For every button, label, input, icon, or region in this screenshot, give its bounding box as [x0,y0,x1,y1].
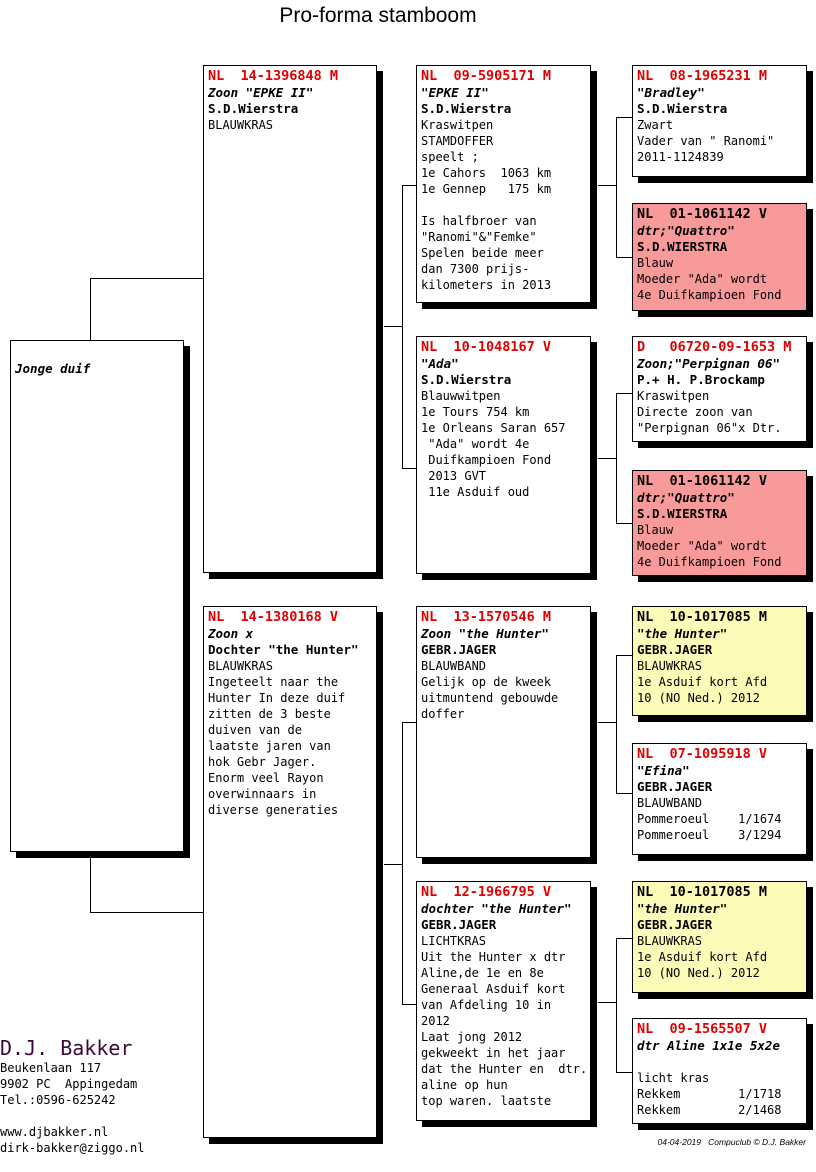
connector [90,278,91,340]
info-line: "Ranomi"&"Femke" [421,230,537,244]
info-line: kilometers in 2013 [421,278,552,292]
info-line: 1e Cahors 1063 km [421,166,552,180]
info-line: gekweekt in het jaar [421,1046,566,1060]
ring-number: NL 10-1017085 M [637,609,768,625]
info-line: BLAUWKRAS [208,659,274,673]
connector [598,458,616,459]
pigeon-name: dochter "the Hunter" [421,901,572,916]
pigeon-card-dds[interactable] [632,881,807,993]
connector [90,912,204,913]
blank-line [421,197,586,213]
pigeon-name: Zoon;"Perpignan 06" [637,356,780,371]
info-line: Aline,de 1e en 8e [421,966,544,980]
connector [598,185,616,186]
info-line: 1e Asduif kort Afd [637,675,768,689]
ring-number: NL 08-1965231 M [637,68,768,84]
info-line: Blauw [637,523,674,537]
info-line: Enorm veel Rayon [208,771,324,785]
info-line: Kraswitpen [421,118,494,132]
info-line: 10 (NO Ned.) 2012 [637,966,760,980]
ring-number: NL 09-1565507 V [637,1021,768,1037]
info-line: 11e Asduif oud [421,485,530,499]
info-line: doffer [421,707,465,721]
pigeon-name: "Ada" [421,356,459,371]
pigeon-name: dtr;"Quattro" [637,223,735,238]
info-line: Laat jong 2012 [421,1030,523,1044]
ring-number: NL 09-5905171 M [421,68,552,84]
pigeon-card-dsd[interactable] [632,743,807,855]
ring-number: NL 01-1061142 V [637,473,768,489]
info-line: "Ada" wordt 4e [421,437,530,451]
ring-number: NL 01-1061142 V [637,206,768,222]
pigeon-card-dam-dam[interactable] [416,881,591,1121]
info-line: speelt ; [421,150,479,164]
connector [616,938,617,1072]
info-line: Spelen beide meer [421,246,544,260]
breeder-postal: 9902 PC Appingedam [0,1077,138,1091]
pigeon-card-sds[interactable] [632,336,807,442]
pigeon-card-sss[interactable] [632,65,807,177]
pigeon-card-dam[interactable] [203,606,377,1138]
connector [598,722,616,723]
info-line: van Afdeling 10 in [421,998,552,1012]
info-line: aline op hun [421,1078,508,1092]
connector [616,793,633,794]
breeder-name: D.J. Bakker [0,1036,133,1060]
info-line: 2013 GVT [421,469,487,483]
breeder-website[interactable]: www.djbakker.nl [0,1125,109,1139]
pigeon-owner: P.+ H. P.Brockamp [637,372,765,387]
pigeon-card-sire-dam[interactable] [416,336,591,574]
info-line: STAMDOFFER [421,134,494,148]
info-line: 1e Gennep 175 km [421,182,552,196]
connector [616,257,633,258]
pigeon-name: Zoon x [208,626,254,641]
ring-number: NL 12-1966795 V [421,884,552,900]
pigeon-name: "the Hunter" [637,626,728,641]
info-line: BLAUWBAND [421,659,487,673]
breeder-phone: Tel.:0596-625242 [0,1093,116,1107]
connector [616,523,633,524]
info-line: 4e Duifkampioen Fond [637,288,782,302]
connector [402,722,403,1004]
info-line: dan 7300 prijs- [421,262,530,276]
info-line: 10 (NO Ned.) 2012 [637,691,760,705]
pigeon-name: dtr;"Quattro" [637,490,735,505]
page-title: Pro-forma stamboom [279,4,477,27]
breeder-email[interactable]: dirk-bakker@ziggo.nl [0,1141,145,1155]
pigeon-card-dam-sire[interactable] [416,606,591,858]
info-line: licht kras [637,1071,710,1085]
info-line: duiven van de [208,723,302,737]
pigeon-owner: GEBR.JAGER [421,917,497,932]
pigeon-card-ddd[interactable] [632,1018,807,1124]
connector [616,938,633,939]
info-line: Moeder "Ada" wordt [637,272,768,286]
pigeon-owner: GEBR.JAGER [637,917,713,932]
connector [616,655,633,656]
pigeon-card-sire[interactable] [203,65,377,573]
pigeon-owner: Dochter "the Hunter" [208,642,359,657]
pigeon-name: dtr Aline 1x1e 5x2e [637,1038,780,1053]
pigeon-owner: S.D.Wierstra [421,372,512,387]
connector [402,1004,417,1005]
connector [384,864,402,865]
ring-number: NL 10-1017085 M [637,884,768,900]
pigeon-owner: GEBR.JAGER [637,642,713,657]
info-line: Kraswitpen [637,389,710,403]
connector [616,393,617,523]
info-line: dat the Hunter en dtr. [421,1062,588,1076]
info-line: "Perpignan 06"x Dtr. [637,421,782,435]
info-line: Rekkem 2/1468 [637,1103,782,1117]
pigeon-name: Zoon "EPKE II" [208,85,314,100]
info-line: Moeder "Ada" wordt [637,539,768,553]
ring-number: NL 13-1570546 M [421,609,552,625]
ring-number: D 06720-09-1653 M [637,339,792,355]
info-line: Blauw [637,256,674,270]
subject-label: Jonge duif [15,361,91,376]
connector [384,326,402,327]
info-line: 1e Tours 754 km [421,405,530,419]
info-line: Blauwwitpen [421,389,501,403]
info-line: BLAUWBAND [637,796,703,810]
pigeon-card-sdd[interactable] [632,470,807,576]
info-line: Is halfbroer van [421,214,537,228]
pigeon-name: "Efina" [637,763,690,778]
info-line: LICHTKRAS [421,934,487,948]
pigeon-card-dss[interactable] [632,606,807,716]
connector [402,185,417,186]
info-line: Hunter In deze duif [208,691,346,705]
ring-number: NL 10-1048167 V [421,339,552,355]
pigeon-card-sire-sire[interactable] [416,65,591,303]
pigeon-name: "Bradley" [637,85,705,100]
info-line: Pommeroeul 3/1294 [637,828,782,842]
ring-number: NL 14-1396848 M [208,68,339,84]
info-line: zitten de 3 beste [208,707,331,721]
info-line: BLAUWKRAS [208,118,274,132]
connector [616,117,633,118]
info-line: hok Gebr Jager. [208,755,317,769]
connector [616,1072,633,1073]
connector [616,117,617,257]
pigeon-name: "the Hunter" [637,901,728,916]
pigeon-owner: S.D.Wierstra [208,101,299,116]
connector [402,722,417,723]
ring-number: NL 07-1095918 V [637,746,768,762]
connector [598,1002,616,1003]
info-line: laatste jaren van [208,739,331,753]
info-line: 2012 [421,1014,450,1028]
connector [402,185,403,468]
subject-box[interactable] [10,340,184,852]
info-line: BLAUWKRAS [637,934,703,948]
pigeon-name: Zoon "the Hunter" [421,626,549,641]
pigeon-owner: S.D.WIERSTRA [637,239,728,254]
info-line: Rekkem 1/1718 [637,1087,782,1101]
info-line: 1e Asduif kort Afd [637,950,768,964]
blank-line [637,1054,802,1070]
connector [90,858,91,912]
info-line: overwinnaars in [208,787,317,801]
info-line: uitmuntend gebouwde [421,691,559,705]
connector [616,655,617,793]
connector [90,278,204,279]
info-line: diverse generaties [208,803,339,817]
pigeon-name: "EPKE II" [421,85,489,100]
info-line: Generaal Asduif kort [421,982,566,996]
breeder-address: Beukenlaan 117 [0,1061,102,1075]
info-line: BLAUWKRAS [637,659,703,673]
info-line: Directe zoon van [637,405,753,419]
pigeon-owner: GEBR.JAGER [637,779,713,794]
connector [616,393,633,394]
info-line: Pommeroeul 1/1674 [637,812,782,826]
ring-number: NL 14-1380168 V [208,609,339,625]
info-line: 2011-1124839 [637,150,724,164]
info-line: top waren. laatste [421,1094,552,1108]
info-line: 4e Duifkampioen Fond [637,555,782,569]
pigeon-card-ssd[interactable] [632,203,807,311]
info-line: Ingeteelt naar the [208,675,339,689]
info-line: Zwart [637,118,674,132]
footer-credit: 04-04-2019 Compuclub © D.J. Bakker [657,1137,806,1147]
info-line: Duifkampioen Fond [421,453,552,467]
pigeon-owner: S.D.WIERSTRA [637,506,728,521]
info-line: 1e Orleans Saran 657 [421,421,566,435]
info-line: Gelijk op de kweek [421,675,552,689]
connector [402,468,417,469]
pigeon-owner: S.D.Wierstra [421,101,512,116]
info-line: Uit the Hunter x dtr [421,950,566,964]
pigeon-owner: S.D.Wierstra [637,101,728,116]
pigeon-owner: GEBR.JAGER [421,642,497,657]
info-line: Vader van " Ranomi" [637,134,775,148]
